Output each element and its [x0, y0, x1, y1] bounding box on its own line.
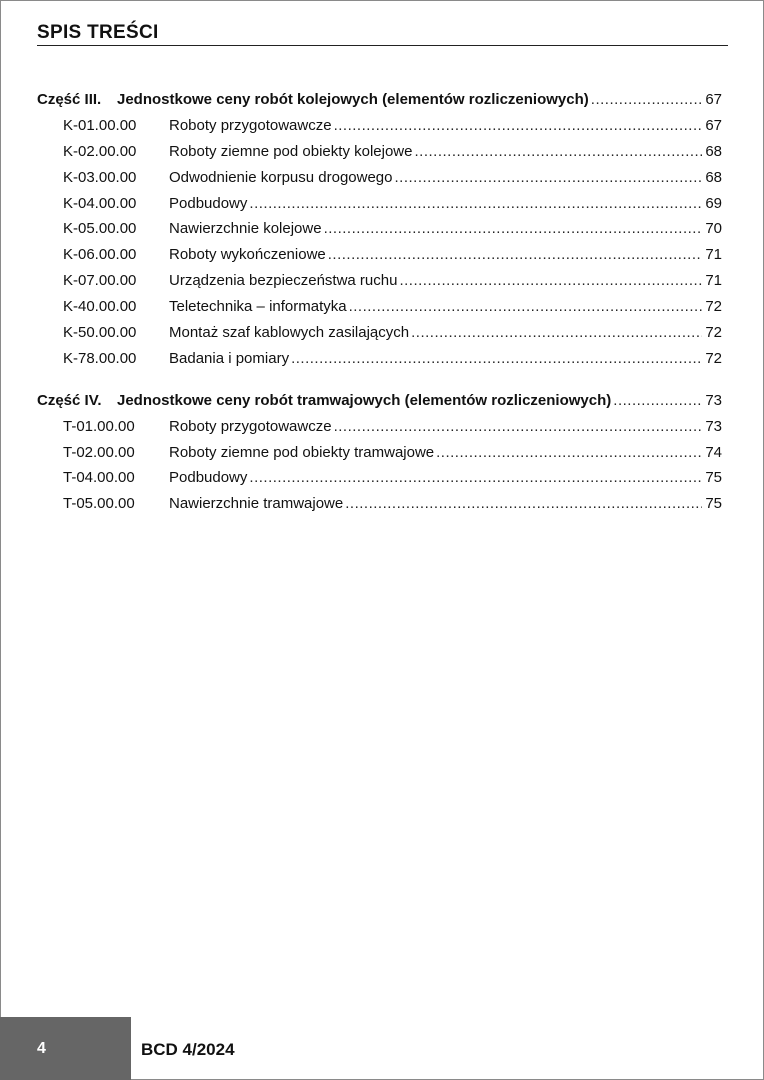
- part-number: Część III.: [37, 91, 102, 108]
- page-number: 72: [705, 324, 722, 342]
- entry-code: K-78.00.00: [63, 349, 137, 367]
- entry-code: T-01.00.00: [63, 417, 135, 435]
- entry-title: Roboty ziemne pod obiekty tramwajowe: [169, 443, 435, 461]
- entry-title: Odwodnienie korpusu drogowego: [169, 168, 393, 186]
- entry-code: T-05.00.00: [63, 495, 135, 513]
- entry-code: K-50.00.00: [63, 324, 137, 342]
- footer-issue-label: BCD 4/2024: [141, 1040, 235, 1059]
- page-title: SPIS TREŚCI: [37, 22, 159, 43]
- entry-code: K-06.00.00: [63, 246, 137, 264]
- dot-leader: [334, 414, 702, 440]
- page-number: 67: [705, 116, 722, 134]
- toc-entry[interactable]: [37, 414, 722, 440]
- toc-entry[interactable]: [37, 465, 722, 491]
- entry-code: K-40.00.00: [63, 298, 137, 316]
- toc-entry[interactable]: [37, 113, 722, 139]
- dot-leader: [411, 320, 702, 346]
- toc-entry[interactable]: [37, 165, 722, 191]
- entry-code: K-04.00.00: [63, 194, 137, 212]
- entry-title: Roboty przygotowawcze: [169, 417, 332, 435]
- page-number: 72: [705, 349, 722, 367]
- toc-entry[interactable]: [37, 491, 722, 517]
- page-number: 75: [705, 469, 722, 487]
- page-number: 74: [705, 443, 722, 461]
- part-number: Część IV.: [37, 391, 102, 409]
- toc-entry[interactable]: [37, 320, 722, 346]
- toc-entry[interactable]: [37, 191, 722, 217]
- entry-title: Roboty ziemne pod obiekty kolejowe: [169, 142, 413, 160]
- page-number: 73: [705, 417, 722, 435]
- entry-code: T-02.00.00: [63, 443, 135, 461]
- entry-code: K-05.00.00: [63, 220, 137, 238]
- entry-title: Podbudowy: [169, 194, 248, 212]
- table-of-contents: [37, 87, 722, 533]
- dot-leader: [349, 294, 702, 320]
- entry-code: K-03.00.00: [63, 168, 137, 186]
- entry-code: K-07.00.00: [63, 272, 137, 290]
- dot-leader: [334, 113, 702, 139]
- dot-leader: [414, 139, 702, 165]
- dot-leader: [345, 491, 702, 517]
- toc-entry[interactable]: [37, 216, 722, 242]
- entry-code: K-02.00.00: [63, 142, 137, 160]
- page-number: 71: [705, 246, 722, 264]
- page-number: 69: [705, 194, 722, 212]
- page-number: 70: [705, 220, 722, 238]
- dot-leader: [328, 242, 702, 268]
- entry-code: T-04.00.00: [63, 469, 135, 487]
- part-title: Jednostkowe ceny robót tramwajowych (elementów rozliczeniowych): [117, 391, 612, 409]
- page-number: 75: [705, 495, 722, 513]
- title-underline: [37, 45, 728, 46]
- toc-entry[interactable]: [37, 294, 722, 320]
- entry-title: Badania i pomiary: [169, 349, 290, 367]
- toc-section-part-iv: [37, 388, 722, 517]
- page-number: 71: [705, 272, 722, 290]
- dot-leader: [399, 268, 702, 294]
- toc-part-heading[interactable]: [37, 388, 722, 414]
- dot-leader: [249, 465, 702, 491]
- page-number: 72: [705, 298, 722, 316]
- toc-entry[interactable]: [37, 346, 722, 372]
- dot-leader: [591, 87, 702, 113]
- footer-page-box: [0, 1017, 131, 1080]
- toc-entry[interactable]: [37, 242, 722, 268]
- entry-title: Teletechnika – informatyka: [169, 298, 347, 316]
- page-number: 73: [705, 391, 722, 409]
- dot-leader: [436, 440, 702, 466]
- dot-leader: [249, 191, 702, 217]
- entry-code: K-01.00.00: [63, 116, 137, 134]
- toc-entry[interactable]: [37, 440, 722, 466]
- toc-entry[interactable]: [37, 268, 722, 294]
- page-number: 67: [705, 91, 722, 108]
- entry-title: Nawierzchnie tramwajowe: [169, 495, 344, 513]
- part-title: Jednostkowe ceny robót kolejowych (elementów rozliczeniowych): [117, 91, 589, 108]
- page-number: 68: [705, 142, 722, 160]
- page-number: 68: [705, 168, 722, 186]
- entry-title: Roboty przygotowawcze: [169, 116, 332, 134]
- footer-page-number: 4: [37, 1040, 46, 1057]
- entry-title: Podbudowy: [169, 469, 248, 487]
- entry-title: Urządzenia bezpieczeństwa ruchu: [169, 272, 398, 290]
- dot-leader: [394, 165, 702, 191]
- entry-title: Roboty wykończeniowe: [169, 246, 326, 264]
- entry-title: Nawierzchnie kolejowe: [169, 220, 322, 238]
- dot-leader: [613, 388, 702, 414]
- toc-section-part-iii: [37, 87, 722, 372]
- dot-leader: [324, 216, 702, 242]
- entry-title: Montaż szaf kablowych zasilających: [169, 324, 410, 342]
- toc-part-heading[interactable]: [37, 87, 722, 113]
- toc-entry[interactable]: [37, 139, 722, 165]
- dot-leader: [291, 346, 702, 372]
